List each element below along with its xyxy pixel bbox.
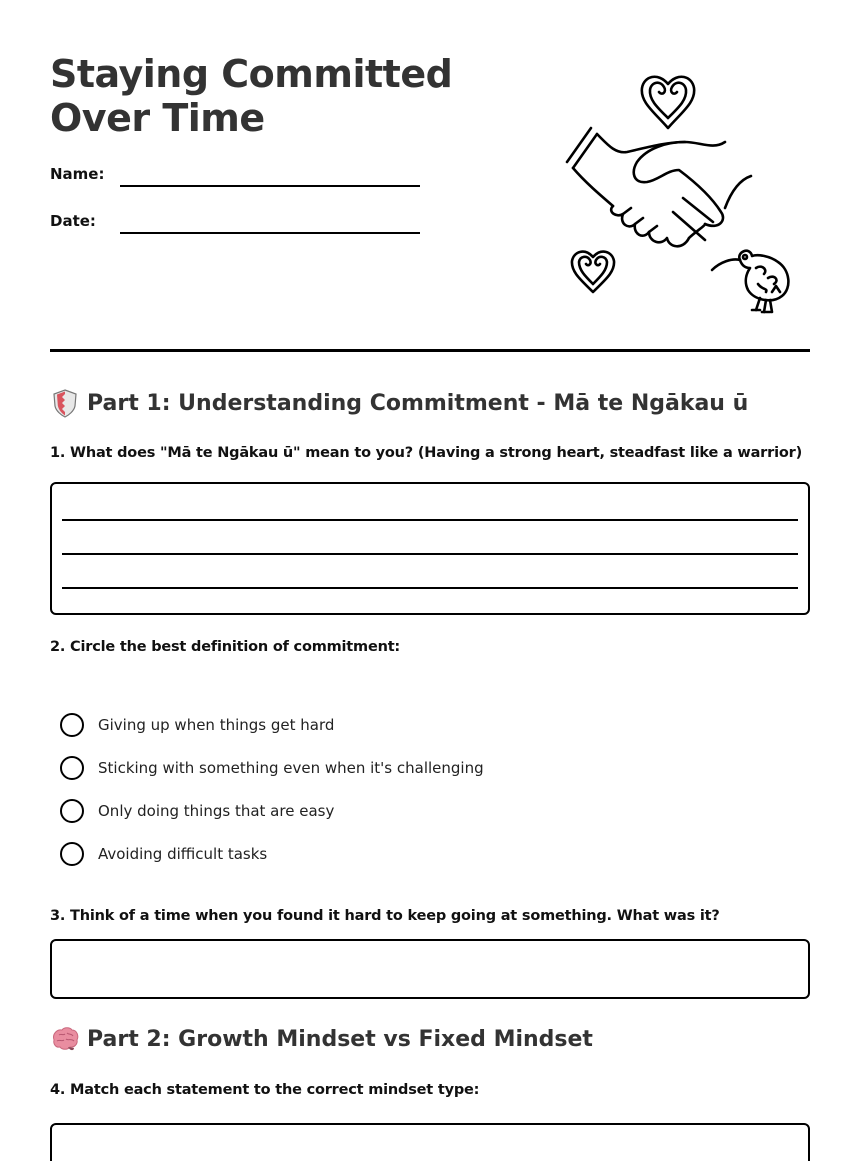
part2-heading <box>50 1024 593 1054</box>
name-label: Name: <box>50 165 105 183</box>
radio-circle[interactable] <box>60 799 84 823</box>
koru-heart-icon <box>572 252 614 292</box>
answer-line <box>62 553 798 555</box>
question-3-label: 3. Think of a time when you found it hard to keep going at something. What was it? <box>50 908 720 924</box>
question-4-match-box[interactable] <box>50 1123 810 1161</box>
option-label: Sticking with something even when it's challenging <box>98 758 484 777</box>
header-illustration <box>555 62 805 317</box>
part1-heading <box>50 388 748 418</box>
option-label: Only doing things that are easy <box>98 801 335 820</box>
part2-heading-text: Part 2: Growth Mindset vs Fixed Mindset <box>87 1026 593 1052</box>
question-1-label: 1. What does "Mā te Ngākau ū" mean to you? (Having a strong heart, steadfast like a warrior) <box>50 445 802 461</box>
option-avoiding-difficult[interactable] <box>60 832 484 875</box>
date-label: Date: <box>50 212 96 230</box>
date-input-line[interactable] <box>120 232 420 234</box>
kiwi-bird-icon <box>712 251 788 312</box>
koru-heart-icon <box>642 77 694 128</box>
page-title: Staying Committed Over Time <box>50 52 453 140</box>
name-input-line[interactable] <box>120 185 420 187</box>
name-field[interactable] <box>50 165 420 195</box>
option-only-easy[interactable] <box>60 789 484 832</box>
shield-icon <box>50 388 80 418</box>
answer-line <box>62 519 798 521</box>
date-field[interactable] <box>50 212 420 242</box>
handshake-icon <box>567 128 751 246</box>
question-2-options <box>60 703 484 875</box>
radio-circle[interactable] <box>60 842 84 866</box>
brain-icon <box>50 1024 80 1054</box>
option-label: Giving up when things get hard <box>98 715 335 734</box>
question-3-answer-box[interactable] <box>50 939 810 999</box>
radio-circle[interactable] <box>60 713 84 737</box>
option-giving-up[interactable] <box>60 703 484 746</box>
question-4-label: 4. Match each statement to the correct mindset type: <box>50 1082 480 1098</box>
question-1-answer-box[interactable] <box>50 482 810 615</box>
option-sticking-with-it[interactable] <box>60 746 484 789</box>
answer-line <box>62 587 798 589</box>
header-divider <box>50 349 810 352</box>
option-label: Avoiding difficult tasks <box>98 844 268 863</box>
part1-heading-text: Part 1: Understanding Commitment - Mā te Ngākau ū <box>87 390 749 416</box>
question-2-label: 2. Circle the best definition of commitment: <box>50 639 401 655</box>
radio-circle[interactable] <box>60 756 84 780</box>
